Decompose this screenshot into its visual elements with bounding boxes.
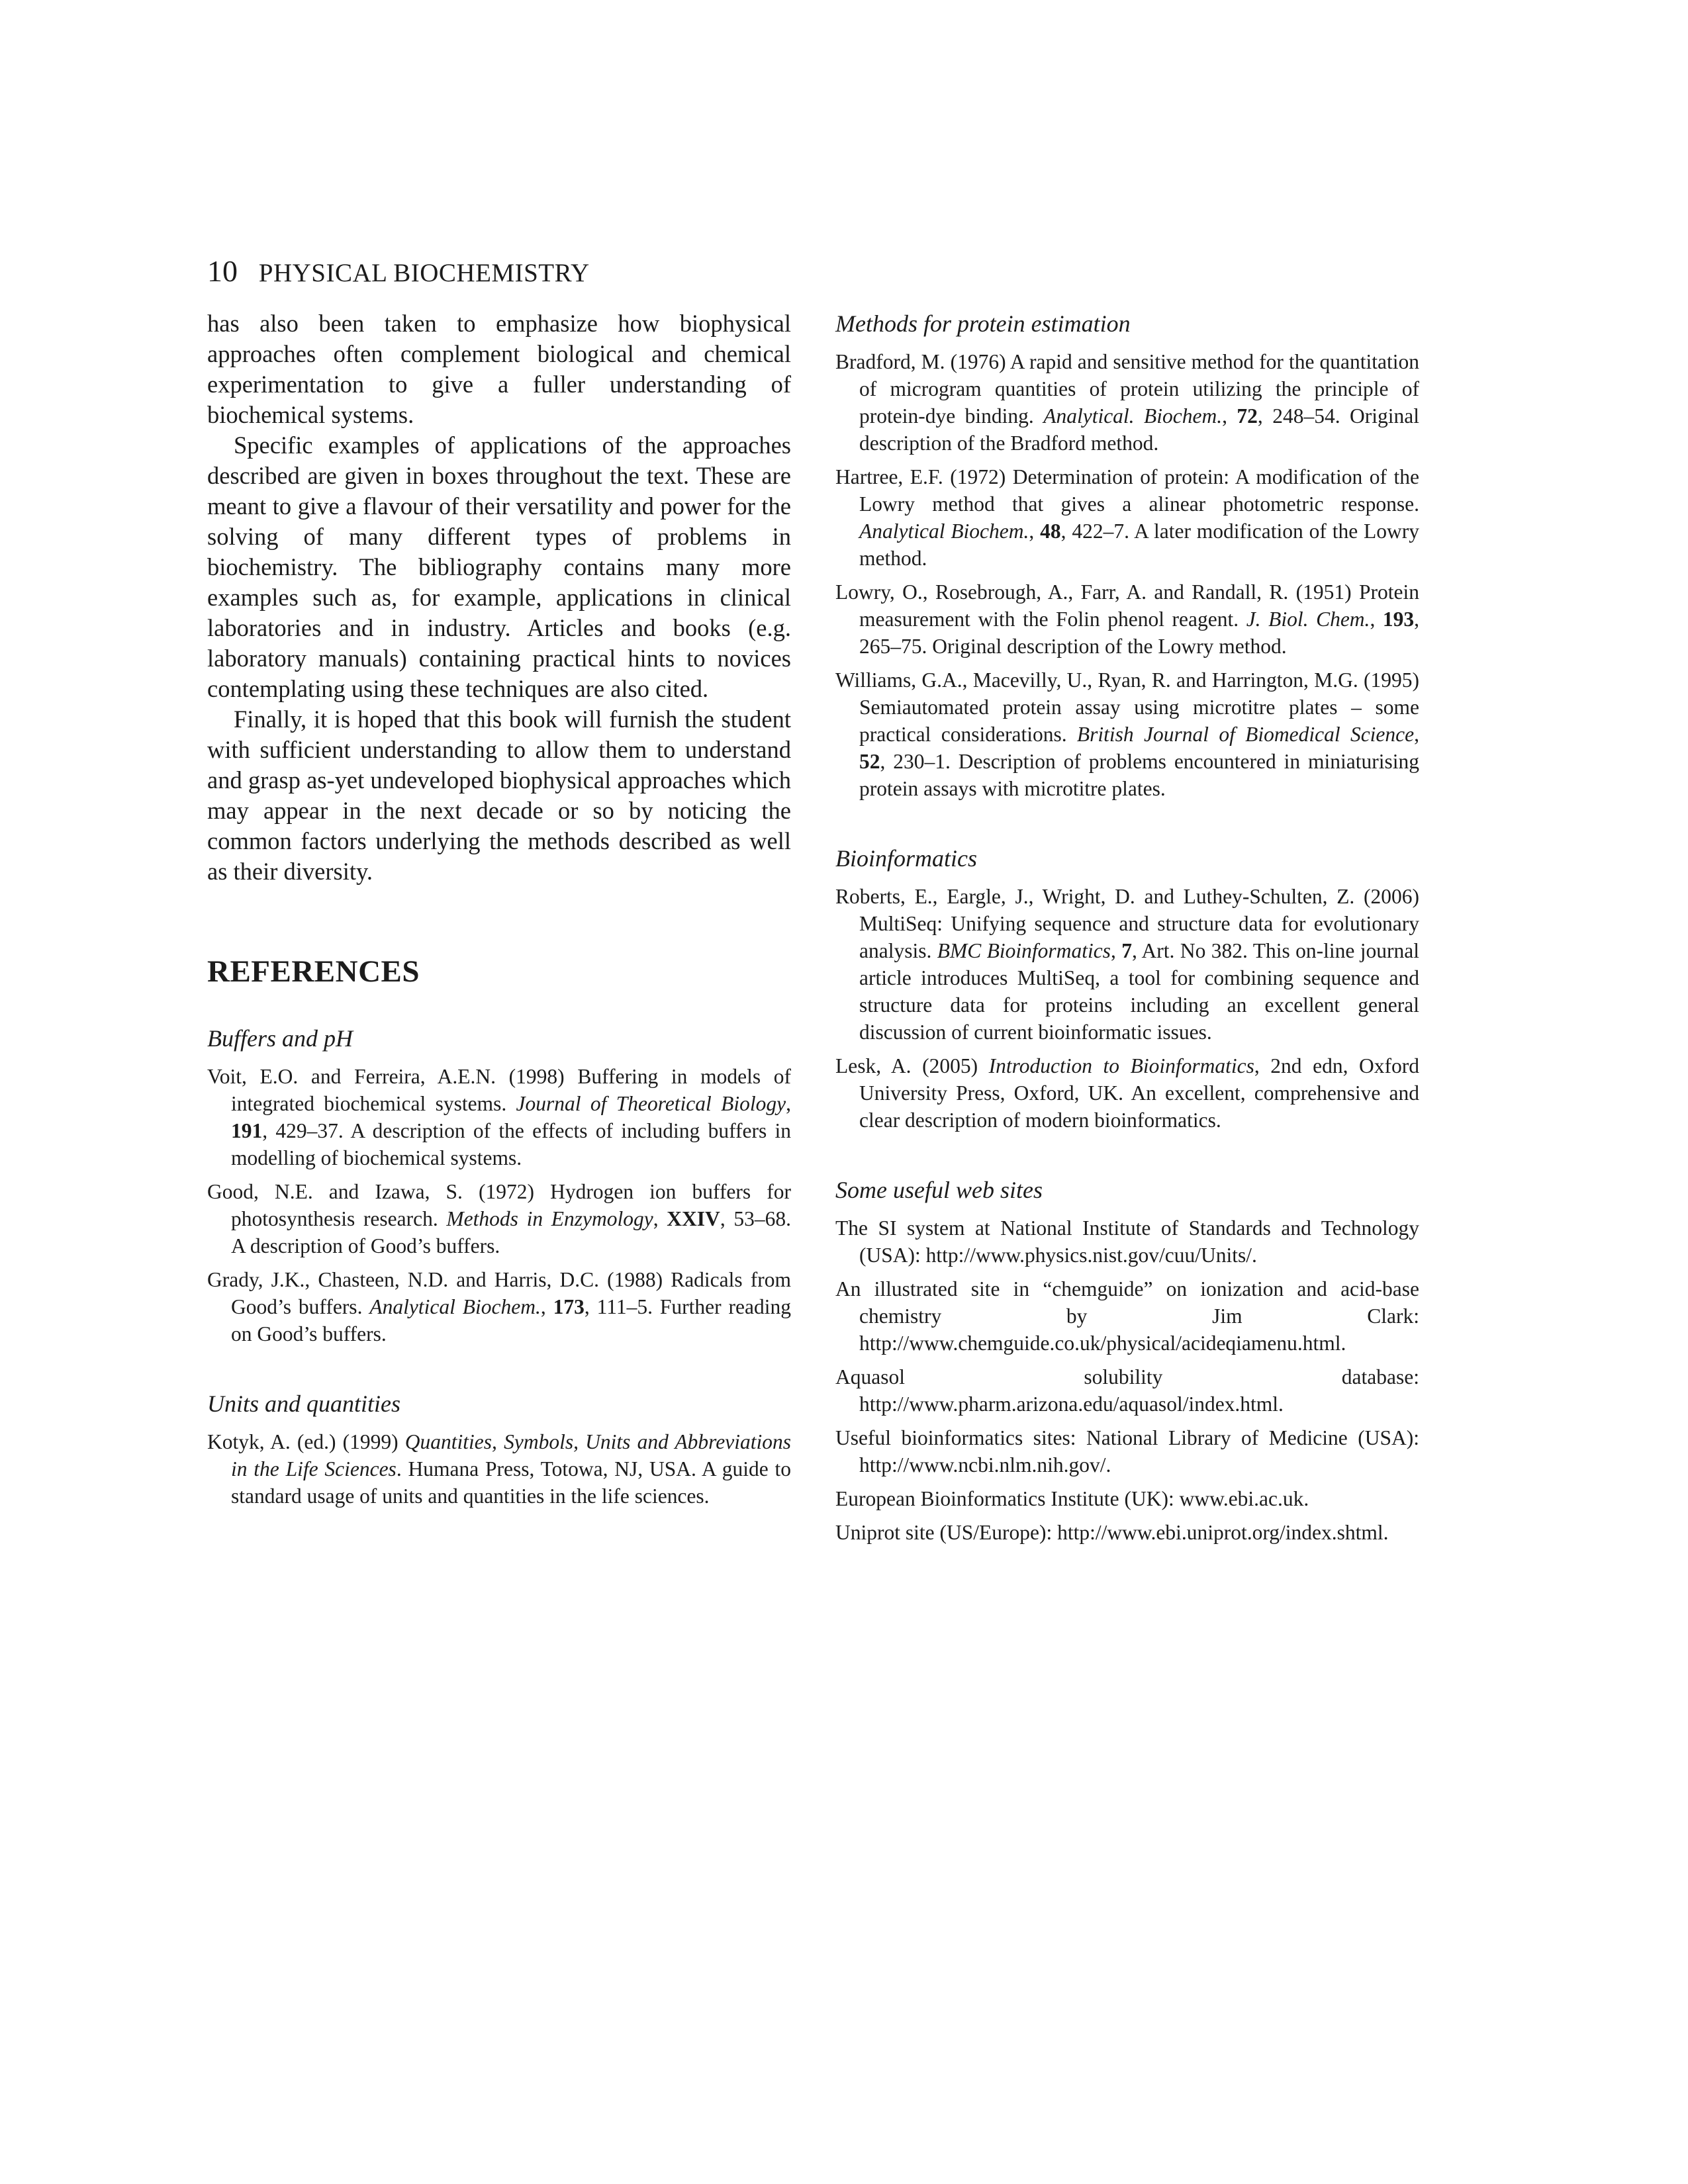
page-number: 10 — [207, 254, 238, 288]
section-heading: Methods for protein estimation — [835, 310, 1131, 337]
section-bioinformatics — [835, 843, 1419, 1134]
reference-item: Roberts, E., Eargle, J., Wright, D. and Luthey-Schulten, Z. (2006) MultiSeq: Unifying sequence and structure data for evolutionary analysis. BMC Bioinformatics, 7, Art. No 382. This on-line journal article introduces MultiSeq, a tool for combining sequence and structure data for proteins including an excellent general discussion of current bioinformatic issues. — [835, 885, 1419, 1044]
reference-item: Voit, E.O. and Ferreira, A.E.N. (1998) Buffering in models of integrated biochemical systems. Journal of Theoretical Biology, 191, 429–37. A description of the effects of including buffers in modelling of biochemical systems. — [207, 1065, 791, 1169]
left-column — [207, 308, 791, 1516]
right-column — [835, 308, 1419, 1553]
reference-item: Hartree, E.F. (1972) Determination of protein: A modification of the Lowry method that gives a alinear photometric response. Analytical Biochem., 48, 422–7. A later modification of the Lowry method. — [835, 465, 1420, 570]
references-heading: REFERENCES — [207, 954, 420, 989]
body-paragraph: Finally, it is hoped that this book will furnish the student with sufficient understanding to allow them to understand and grasp as-yet undeveloped biophysical approaches which may appear in the next decade or so by noticing the common factors underlying the methods described as well as their diversity. — [207, 705, 791, 885]
reference-item: Bradford, M. (1976) A rapid and sensitive method for the quantitation of microgram quantities of protein utilizing the principle of protein-dye binding. Analytical. Biochem., 72, 248–54. Original description of the Bradford method. — [835, 350, 1420, 455]
reference-item: Lesk, A. (2005) Introduction to Bioinformatics, 2nd edn, Oxford University Press, Oxford, UK. An excellent, comprehensive and clear description of modern bioinformatics. — [835, 1054, 1419, 1132]
section-heading: Buffers and pH — [207, 1025, 353, 1052]
running-head — [207, 251, 590, 291]
reference-item: Kotyk, A. (ed.) (1999) Quantities, Symbols, Units and Abbreviations in the Life Sciences. Humana Press, Totowa, NJ, USA. A guide to standard usage of units and quantities in the life sciences. — [207, 1430, 791, 1508]
section-heading: Some useful web sites — [835, 1177, 1043, 1203]
web-site-item: Uniprot site (US/Europe): http://www.ebi.uniprot.org/index.shtml. — [835, 1521, 1389, 1544]
running-title: PHYSICAL BIOCHEMISTRY — [258, 259, 590, 287]
reference-item: Lowry, O., Rosebrough, A., Farr, A. and Randall, R. (1951) Protein measurement with the Folin phenol reagent. J. Biol. Chem., 193, 265–75. Original description of the Lowry method. — [835, 580, 1420, 658]
body-paragraph: has also been taken to emphasize how biophysical approaches often complement biological and chemical experimentation to give a fuller understanding of biochemical systems. — [207, 310, 791, 428]
section-heading: Units and quantities — [207, 1390, 401, 1417]
section-protein-methods — [835, 308, 1419, 802]
body-paragraph: Specific examples of applications of the approaches described are given in boxes throughout the text. These are meant to give a flavour of their versatility and power for the solving of many different types of problems in biochemistry. The bibliography contains many more examples such as, for example, applications in clinical laboratories and in industry. Articles and books (e.g. laboratory manuals) containing practical hints to novices contemplating using these techniques are also cited. — [207, 432, 791, 702]
section-web-sites — [835, 1175, 1419, 1546]
reference-item: Williams, G.A., Macevilly, U., Ryan, R. and Harrington, M.G. (1995) Semiautomated protein assay using microtitre plates – some practical considerations. British Journal of Biomedical Science, 52, 230–1. Description of problems encountered in miniaturising protein assays with microtitre plates. — [835, 668, 1419, 800]
section-units — [207, 1388, 791, 1510]
web-site-item: Useful bioinformatics sites: National Library of Medicine (USA): http://www.ncbi.nlm.nih.gov/. — [835, 1426, 1419, 1477]
reference-item: Good, N.E. and Izawa, S. (1972) Hydrogen ion buffers for photosynthesis research. Methods in Enzymology, XXIV, 53–68. A description of Good’s buffers. — [207, 1180, 791, 1257]
section-heading: Bioinformatics — [835, 845, 977, 872]
web-site-item: An illustrated site in “chemguide” on ionization and acid-base chemistry by Jim Clark: http://www.chemguide.co.uk/physical/acideqiamenu.html. — [835, 1277, 1419, 1355]
web-site-item: Aquasol solubility database: http://www.pharm.arizona.edu/aquasol/index.html. — [835, 1365, 1419, 1416]
web-site-item: European Bioinformatics Institute (UK): www.ebi.ac.uk. — [835, 1487, 1309, 1510]
reference-item: Grady, J.K., Chasteen, N.D. and Harris, D.C. (1988) Radicals from Good’s buffers. Analytical Biochem., 173, 111–5. Further reading on Good’s buffers. — [207, 1268, 791, 1345]
web-site-item: The SI system at National Institute of Standards and Technology (USA): http://www.physics.nist.gov/cuu/Units/. — [835, 1216, 1419, 1267]
section-buffers — [207, 1023, 791, 1347]
